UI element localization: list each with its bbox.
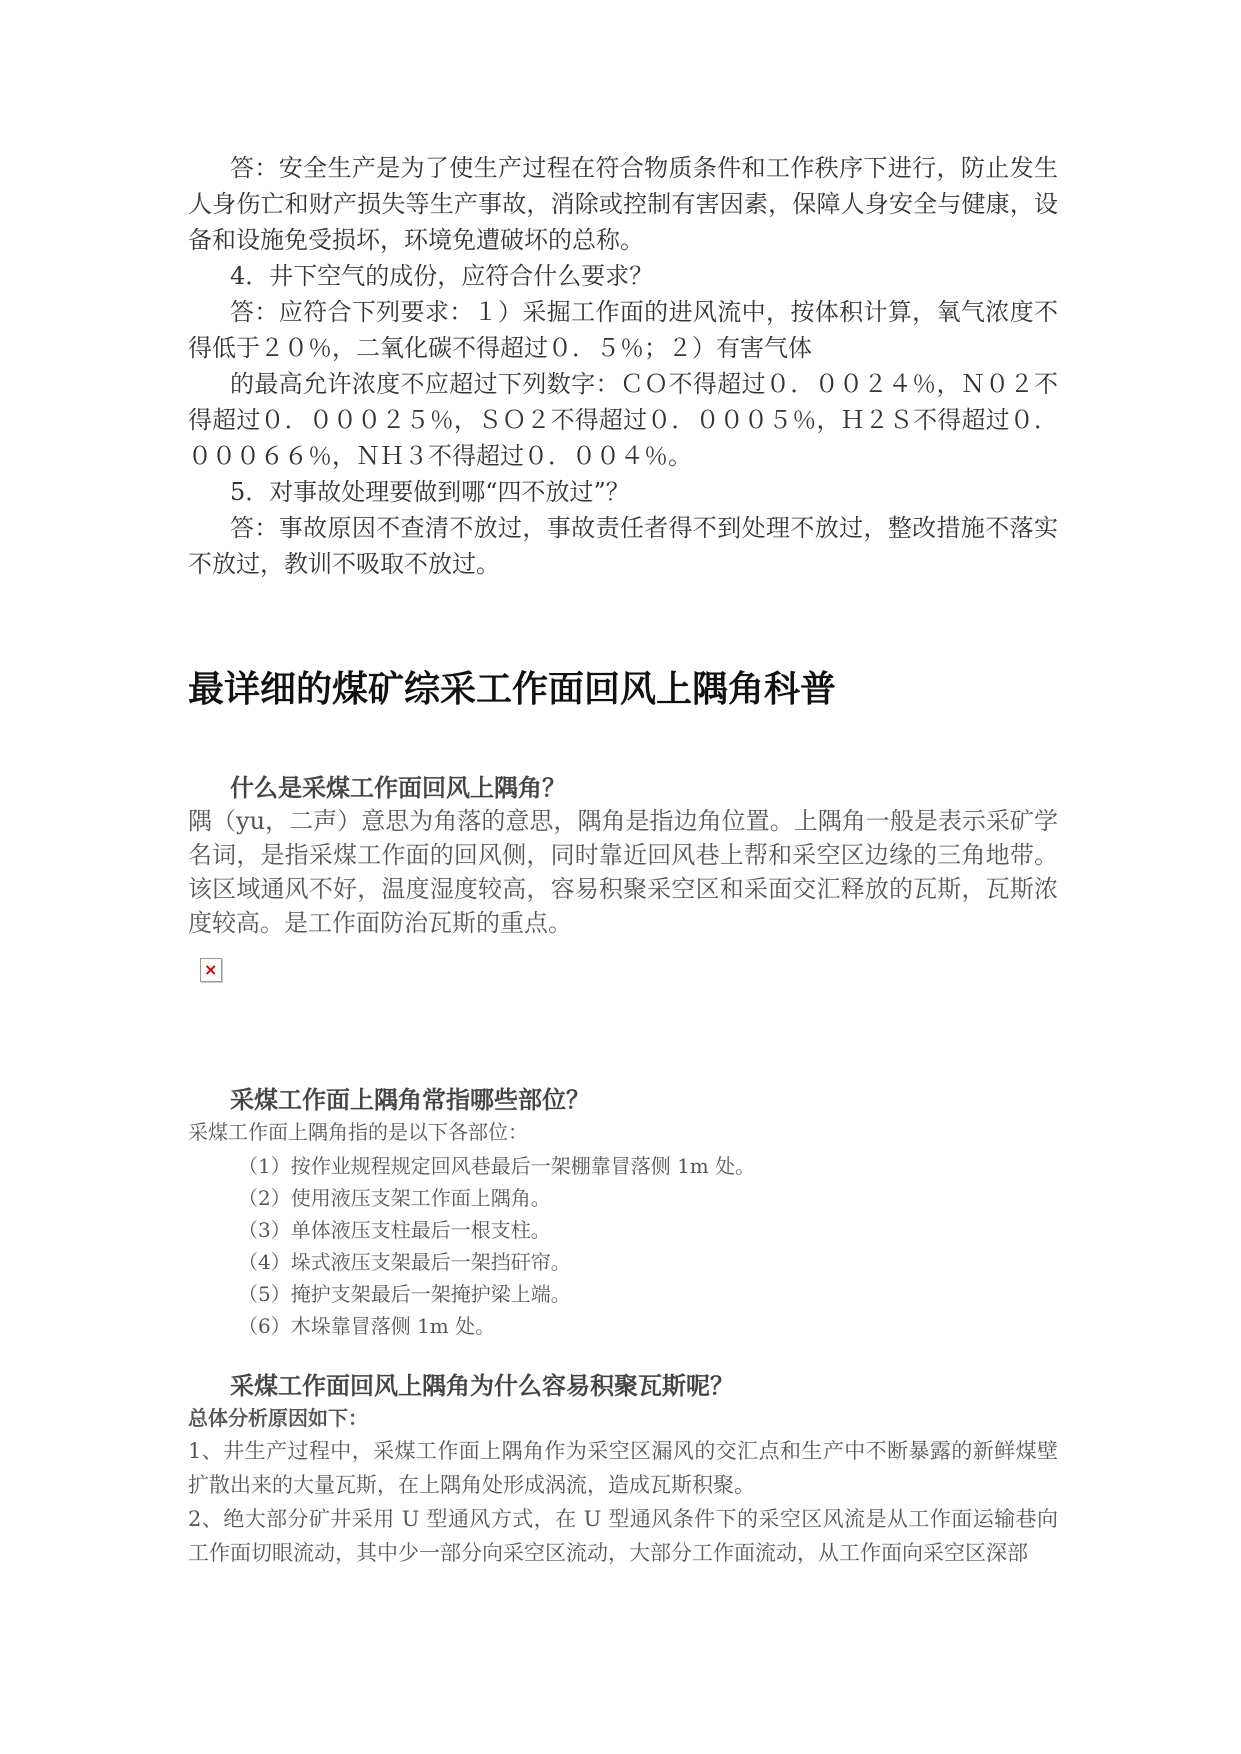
list-item: （5）掩护支架最后一架掩护梁上端。 (238, 1282, 571, 1306)
list-item: （1）按作业规程规定回风巷最后一架棚靠冒落侧 1m 处。 (238, 1154, 756, 1178)
list-item: （6）木垛靠冒落侧 1m 处。 (238, 1314, 496, 1338)
list-item: （2）使用液压支架工作面上隅角。 (238, 1186, 551, 1210)
section-2-list (188, 1150, 1058, 1342)
section-3-heading: 采煤工作面回风上隅角为什么容易积聚瓦斯呢？ (230, 1372, 734, 1400)
section-3-subheading: 总体分析原因如下： (188, 1406, 368, 1430)
answer-3: 答：安全生产是为了使生产过程在符合物质条件和工作秩序下进行，防止发生人身伤亡和财产损失等生产事故，消除或控制有害因素，保障人身安全与健康，设备和设施免受损坏，环境免遭破坏的总称。 (188, 154, 1058, 254)
reason-1: 1、井生产过程中，采煤工作面上隅角作为采空区漏风的交汇点和生产中不断暴露的新鲜煤壁扩散出来的大量瓦斯，在上隅角处形成涡流，造成瓦斯积聚。 (188, 1439, 1058, 1497)
document-page (188, 150, 1058, 1570)
answer-5: 答：事故原因不查清不放过，事故责任者得不到处理不放过，整改措施不落实不放过，教训不吸取不放过。 (188, 514, 1058, 578)
reason-2: 2、绝大部分矿井采用 U 型通风方式，在 U 型通风条件下的采空区风流是从工作面运输巷向工作面切眼流动，其中少一部分向采空区流动，大部分工作面流动，从工作面向采空区深部 (188, 1507, 1058, 1565)
broken-image-icon: × (200, 958, 222, 982)
answer-4-part-1: 答：应符合下列要求：１）采掘工作面的进风流中，按体积计算，氧气浓度不得低于２０％，二氧化碳不得超过０．５％；２）有害气体 (188, 298, 1058, 362)
section-1-body: 隅（yu，二声）意思为角落的意思，隅角是指边角位置。上隅角一般是表示采矿学名词，是指采煤工作面的回风侧，同时靠近回风巷上帮和采空区边缘的三角地带。该区域通风不好，温度湿度较高，容易积聚采空区和采面交汇释放的瓦斯，瓦斯浓度较高。是工作面防治瓦斯的重点。 (188, 807, 1058, 937)
section-1-heading: 什么是采煤工作面回风上隅角？ (230, 774, 566, 802)
list-item: （4）垛式液压支架最后一架挡矸帘。 (238, 1250, 571, 1274)
section-2-intro: 采煤工作面上隅角指的是以下各部位： (188, 1120, 528, 1144)
question-5: 5．对事故处理要做到哪“四不放过”？ (230, 478, 630, 506)
question-4: 4．井下空气的成份，应符合什么要求？ (230, 262, 654, 290)
article-title: 最详细的煤矿综采工作面回风上隅角科普 (188, 669, 837, 710)
list-item: （3）单体液压支柱最后一根支柱。 (238, 1218, 551, 1242)
answer-4-part-2: 的最高允许浓度不应超过下列数字：ＣＯ不得超过０．００２４％，Ｎ０２不得超过０．０００２５％，ＳＯ２不得超过０．０００５％，Ｈ２Ｓ不得超过０．０００６６％，ＮＨ３不得超过０．００４％。 (188, 370, 1058, 470)
section-2-heading: 采煤工作面上隅角常指哪些部位？ (230, 1086, 590, 1114)
